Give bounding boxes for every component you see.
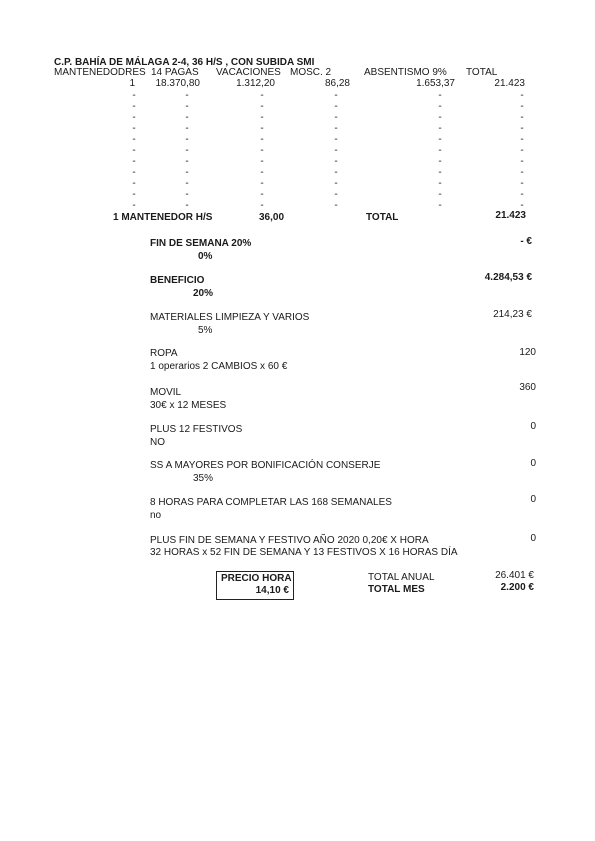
- item-value: 0: [530, 421, 536, 432]
- item-label: FIN DE SEMANA 20%: [150, 238, 252, 249]
- summary-total-label: TOTAL: [366, 212, 399, 223]
- item-sub: 35%: [193, 473, 214, 484]
- table-cell: -: [185, 189, 189, 200]
- item-label: BENEFICIO: [150, 275, 205, 286]
- table-cell: -: [334, 178, 338, 189]
- header-total: TOTAL: [466, 67, 498, 78]
- table-cell: -: [132, 178, 136, 189]
- table-cell: -: [185, 145, 189, 156]
- table-cell: -: [438, 189, 442, 200]
- table-cell: -: [132, 134, 136, 145]
- table-cell: -: [185, 101, 189, 112]
- table-cell: 18.370,80: [155, 78, 200, 89]
- table-cell: -: [185, 200, 189, 211]
- table-cell: -: [438, 200, 442, 211]
- table-cell: -: [260, 90, 264, 101]
- table-cell: -: [438, 167, 442, 178]
- item-value: 0: [530, 533, 536, 544]
- table-cell: -: [438, 178, 442, 189]
- header-14-pagas: 14 PAGAS: [151, 67, 199, 78]
- table-cell: -: [132, 167, 136, 178]
- item-label: PLUS 12 FESTIVOS: [150, 424, 243, 435]
- item-sub: 20%: [193, 288, 214, 299]
- precio-hora-box: [216, 571, 294, 600]
- table-cell: -: [334, 112, 338, 123]
- table-cell: -: [260, 156, 264, 167]
- table-cell: 1: [129, 78, 135, 89]
- item-label: PLUS FIN DE SEMANA Y FESTIVO AÑO 2020 0,20€ X HORA: [150, 535, 429, 546]
- table-cell: -: [185, 156, 189, 167]
- header-mosc: MOSC. 2: [290, 67, 332, 78]
- table-cell: -: [334, 145, 338, 156]
- header-vacaciones: VACACIONES: [216, 67, 281, 78]
- table-cell: -: [520, 189, 524, 200]
- table-cell: -: [185, 167, 189, 178]
- total-mes-label: TOTAL MES: [368, 584, 425, 595]
- table-cell: -: [132, 145, 136, 156]
- table-cell: 86,28: [324, 78, 350, 89]
- item-value: 0: [530, 458, 536, 469]
- table-cell: -: [334, 156, 338, 167]
- table-cell: -: [520, 112, 524, 123]
- table-cell: -: [334, 189, 338, 200]
- total-anual-label: TOTAL ANUAL: [368, 572, 435, 583]
- page-title: C.P. BAHÍA DE MÁLAGA 2-4, 36 H/S , CON SUBIDA SMI: [54, 57, 315, 68]
- total-mes-value: 2.200 €: [500, 582, 534, 593]
- item-sub: 30€ x 12 MESES: [150, 400, 227, 411]
- table-cell: -: [260, 189, 264, 200]
- table-cell: -: [520, 156, 524, 167]
- table-cell: -: [185, 90, 189, 101]
- table-cell: -: [132, 90, 136, 101]
- table-cell: -: [132, 101, 136, 112]
- table-cell: -: [520, 178, 524, 189]
- summary-hours: 36,00: [259, 212, 285, 223]
- table-cell: -: [260, 123, 264, 134]
- table-cell: -: [520, 123, 524, 134]
- table-cell: -: [185, 123, 189, 134]
- table-cell: 1.312,20: [236, 78, 275, 89]
- item-value: 4.284,53 €: [484, 272, 532, 283]
- item-label: MATERIALES LIMPIEZA Y VARIOS: [150, 312, 310, 323]
- table-cell: -: [438, 123, 442, 134]
- table-cell: -: [260, 178, 264, 189]
- table-cell: -: [132, 123, 136, 134]
- table-cell: 21.423: [494, 78, 525, 89]
- table-cell: -: [260, 134, 264, 145]
- header-absentismo: ABSENTISMO 9%: [364, 67, 447, 78]
- table-cell: -: [260, 167, 264, 178]
- table-cell: -: [334, 101, 338, 112]
- table-cell: -: [438, 90, 442, 101]
- table-cell: -: [334, 123, 338, 134]
- table-cell: -: [185, 112, 189, 123]
- precio-hora-value: 14,10 €: [255, 585, 289, 596]
- table-cell: -: [260, 101, 264, 112]
- table-cell: -: [334, 90, 338, 101]
- table-cell: -: [520, 90, 524, 101]
- table-cell: -: [520, 134, 524, 145]
- item-sub: no: [150, 510, 162, 521]
- table-cell: -: [132, 200, 136, 211]
- table-cell: -: [334, 200, 338, 211]
- table-cell: -: [260, 200, 264, 211]
- table-cell: -: [334, 134, 338, 145]
- item-label: SS A MAYORES POR BONIFICACIÓN CONSERJE: [150, 460, 381, 471]
- summary-label: 1 MANTENEDOR H/S: [113, 212, 213, 223]
- table-cell: -: [260, 145, 264, 156]
- total-anual-value: 26.401 €: [495, 570, 534, 581]
- table-cell: -: [520, 167, 524, 178]
- table-cell: -: [132, 189, 136, 200]
- table-cell: -: [185, 134, 189, 145]
- table-cell: 1.653,37: [416, 78, 455, 89]
- table-cell: -: [438, 101, 442, 112]
- item-sub: NO: [150, 437, 165, 448]
- item-sub: 32 HORAS x 52 FIN DE SEMANA Y 13 FESTIVOS X 16 HORAS DÍA: [150, 547, 458, 558]
- item-value: 0: [530, 494, 536, 505]
- table-cell: -: [520, 101, 524, 112]
- item-label: 8 HORAS PARA COMPLETAR LAS 168 SEMANALES: [150, 497, 392, 508]
- table-cell: -: [260, 112, 264, 123]
- table-cell: -: [520, 200, 524, 211]
- item-label: MOVIL: [150, 387, 182, 398]
- item-value: 120: [519, 347, 536, 358]
- table-cell: -: [185, 178, 189, 189]
- header-mantenedores: MANTENEDODRES: [54, 67, 146, 78]
- table-cell: -: [438, 156, 442, 167]
- summary-total-value: 21.423: [495, 210, 526, 221]
- item-label: ROPA: [150, 348, 178, 359]
- item-value: 360: [519, 382, 536, 393]
- table-cell: -: [438, 134, 442, 145]
- item-sub: 1 operarios 2 CAMBIOS x 60 €: [150, 361, 288, 372]
- table-cell: -: [334, 167, 338, 178]
- table-cell: -: [132, 112, 136, 123]
- table-cell: -: [132, 156, 136, 167]
- table-cell: -: [520, 145, 524, 156]
- item-value: 214,23 €: [493, 309, 532, 320]
- item-sub: 5%: [198, 325, 213, 336]
- item-value: - €: [520, 236, 532, 247]
- item-sub: 0%: [198, 251, 213, 262]
- table-cell: -: [438, 112, 442, 123]
- precio-hora-label: PRECIO HORA: [221, 573, 292, 584]
- table-cell: -: [438, 145, 442, 156]
